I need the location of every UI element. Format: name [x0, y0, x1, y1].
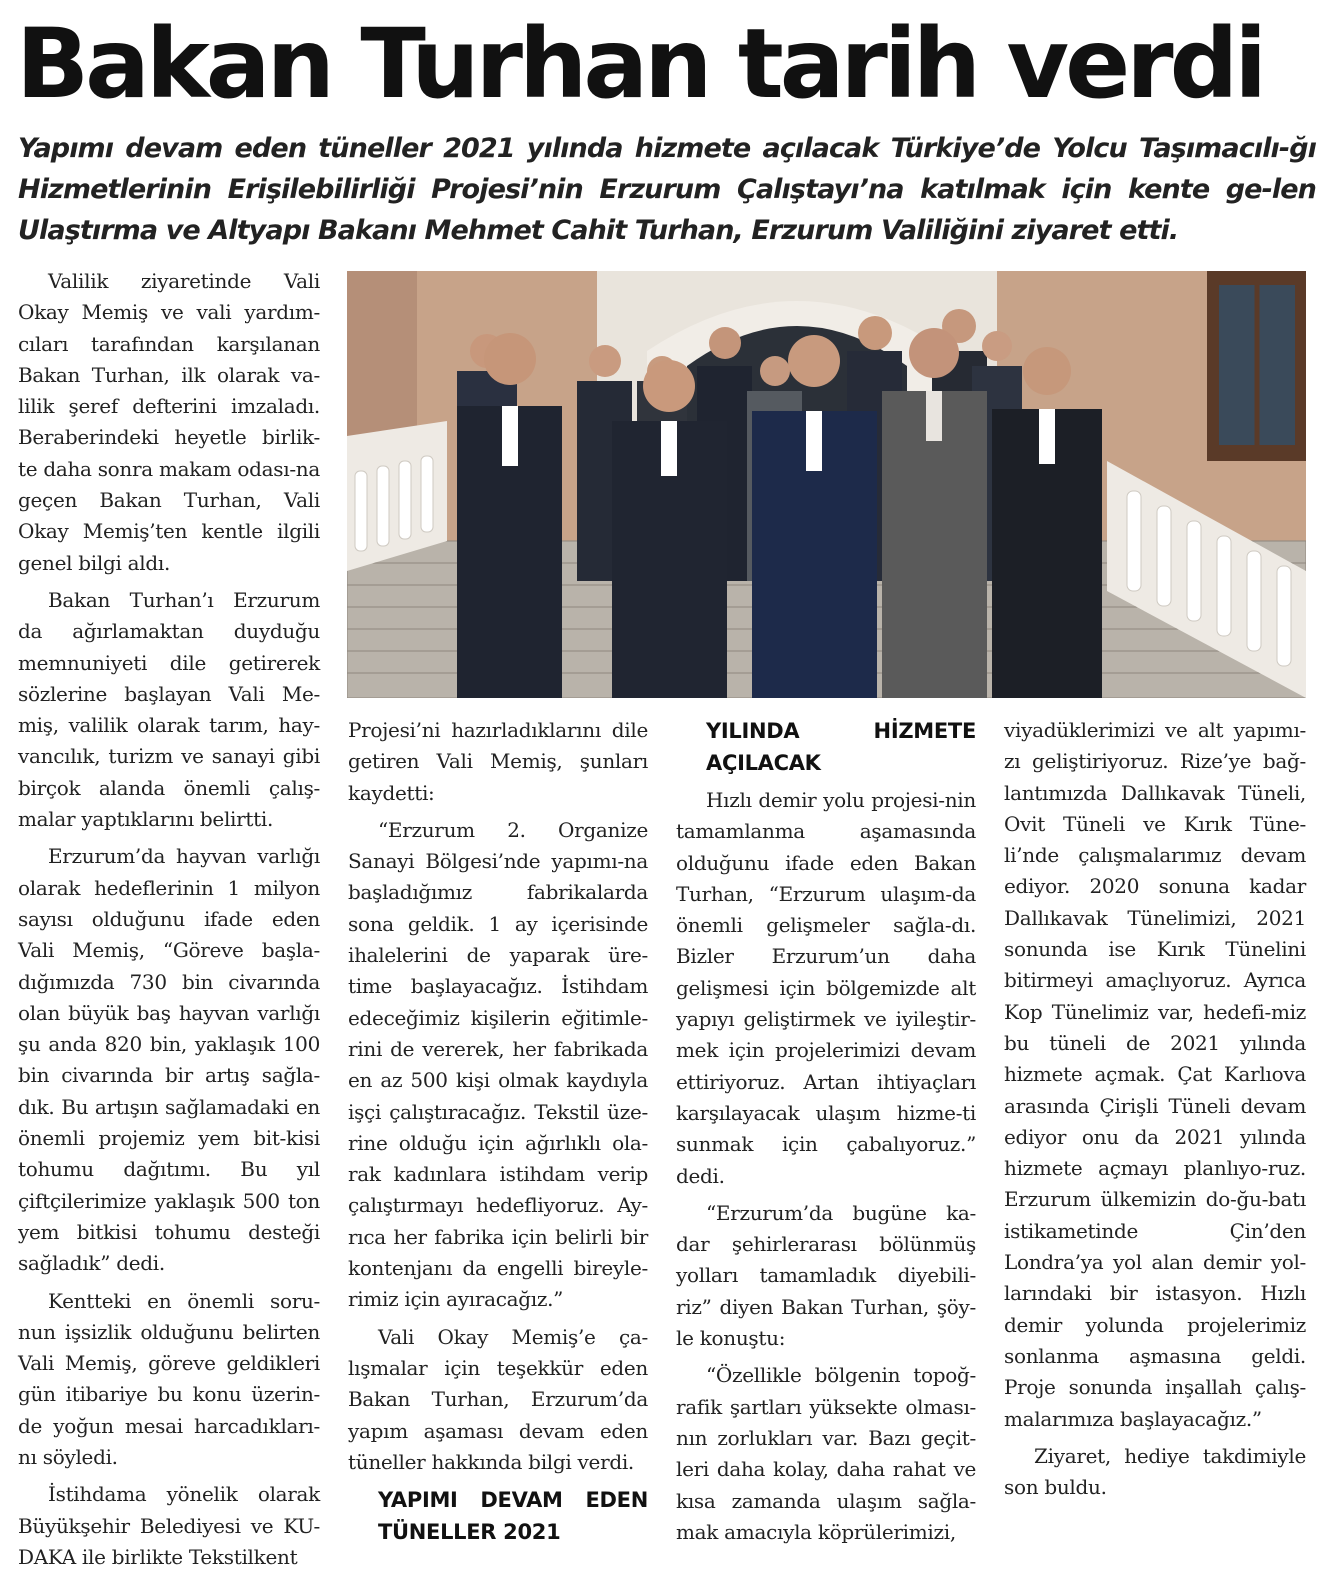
subheading: YILINDA HİZMETE AÇILACAK	[706, 719, 976, 775]
column-3	[676, 715, 976, 1554]
paragraph: Ziyaret, hediye takdimiyle son buldu.	[1004, 1443, 1306, 1500]
column-2	[348, 715, 648, 1554]
paragraph: İstihdama yönelik olarak Büyükşehir Belediyesi ve KU-DAKA ile birlikte Tekstilkent	[18, 1482, 320, 1569]
paragraph: Erzurum’da hayvan varlığı olarak hedeflerinin 1 milyon sayısı olduğunu ifade eden Vali Memiş, “Göreve başla-dığımızda 730 bin civarında olan büyük baş hayvan varlığı şu anda 820 bin, yaklaşık 100 bin civarında bir artış sağla-dık. Bu artışın sağlamadaki en önemli projemiz yem bit-kisi tohumu dağıtımı. Bu yıl çiftçilerimize yaklaşık 500 ton yem bitkisi tohumu desteği sağladık” dedi.	[18, 844, 320, 1276]
headline: Bakan Turhan tarih verdi	[16, 8, 1264, 120]
paragraph: Vali Okay Memiş’e ça-lışmalar için teşekkür eden Bakan Turhan, Erzurum’da yapım aşaması devam eden tüneller hakkında bilgi verdi.	[348, 1324, 648, 1474]
paragraph: Kentteki en önemli soru-nun işsizlik olduğunu belirten Vali Memiş, göreve geldikleri gün itibariye bu konu üzerin-de yoğun mesai harcadıkları-nı söyledi.	[18, 1288, 320, 1469]
paragraph: Bakan Turhan’ı Erzurum da ağırlamaktan duyduğu memnuniyeti dile getirerek sözlerine başlayan Vali Me-miş, valilik olarak tarım, hay-vancılık, turizm ve sanayi gibi birçok alanda önemli çalış-malar yaptıklarını belirtti.	[18, 587, 320, 832]
paragraph: Hızlı demir yolu projesi-nin tamamlanma aşamasında olduğunu ifade eden Bakan Turhan, “Erzurum ulaşım-da önemli gelişmeler sağla-dı. Bizler Erzurum’un daha gelişmesi için bölgemizde alt yapıyı geliştirmek ve iyileştir-mek için projelerimizi devam ettiriyoruz. Artan ihtiyaçları karşılayacak ulaşım hizme-ti sunmak için çabalıyoruz.” dedi.	[676, 788, 976, 1188]
paragraph: “Özellikle bölgenin topoğ-rafik şartları yüksekte olması-nın zorlukları var. Bazı geçit-leri daha kolay, daha rahat ve kısa zamanda ulaşım sağla-mak amacıyla köprülerimizi,	[676, 1363, 976, 1544]
group-photo	[347, 271, 1306, 698]
deck: Yapımı devam eden tüneller 2021 yılında hizmete açılacak Türkiye’de Yolcu Taşımacılı-ğı Hizmetlerinin Erişilebilirliği Projesi’nin Erzurum Çalıştayı’na katılmak için kente ge-len Ulaştırma ve Altyapı Bakanı Mehmet Cahit Turhan, Erzurum Valiliğini ziyaret etti.	[18, 133, 1316, 246]
paragraph: viyadüklerimizi ve alt yapımı-zı geliştiriyoruz. Rize’ye bağ-lantımızda Dallıkavak Tüneli, Ovit Tüneli ve Kırık Tüne-li’nde çalışmalarımız devam ediyor. 2020 sonuna kadar Dallıkavak Tünelimizi, 2021 sonunda ise Kırık Tünelini bitirmeyi amaçlıyoruz. Ayrıca Kop Tünelimiz var, hedefi-miz bu tüneli de 2021 yılında hizmete açmak. Çat Karlıova arasında Çirişli Tüneli devam ediyor onu da 2021 yılında hizmete açmayı planlıyo-ruz. Erzurum ülkemizin do-ğu-batı istikametinde Çin’den Londra’ya yol alan demir yol-larındaki bir istasyon. Hızlı demir yolunda projelerimiz sonlanma aşmasına geldi. Proje sonunda inşallah çalış-malarımıza başlayacağız.”	[1004, 718, 1306, 1431]
paragraph: “Erzurum’da bugüne ka-dar şehirlerarası bölünmüş yolları tamamladık diyebili-riz” diyen Bakan Turhan, şöy-le konuştu:	[676, 1200, 976, 1351]
paragraph: “Erzurum 2. Organize Sanayi Bölgesi’nde yapımı-na başladığımız fabrikalarda sona geldik. 1 ay içerisinde ihalelerini de yaparak üre-time başlayacağız. İstihdam edeceğimiz kişilerin eğitimle-rini de vererek, her fabrikada en az 500 kişi olmak kaydıyla işçi çalıştıracağız. Tekstil üze-rine olduğu için ağırlıklı ola-rak kadınlara istihdam verip çalıştırmayı hedefliyoruz. Ay-rıca her fabrika için belirli bir kontenjanı da engelli bireyle-rimiz için ayıracağız.”	[348, 817, 648, 1312]
column-1	[18, 266, 320, 1579]
paragraph: Valilik ziyaretinde Vali Okay Memiş ve vali yardım-cıları tarafından karşılanan Bakan Turhan, ilk olarak va-lilik şeref defterini imzaladı. Beraberindeki heyetle birlik-te daha sonra makam odası-na geçen Bakan Turhan, Vali Okay Memiş’ten kentle ilgili genel bilgi aldı.	[18, 269, 320, 575]
subheading: YAPIMI DEVAM EDEN TÜNELLER 2021	[378, 1488, 648, 1545]
paragraph: Projesi’ni hazırladıklarını dile getiren Vali Memiş, şunları kaydetti:	[348, 718, 648, 805]
group-photo-illustration	[347, 271, 1306, 698]
column-4	[1004, 715, 1306, 1509]
